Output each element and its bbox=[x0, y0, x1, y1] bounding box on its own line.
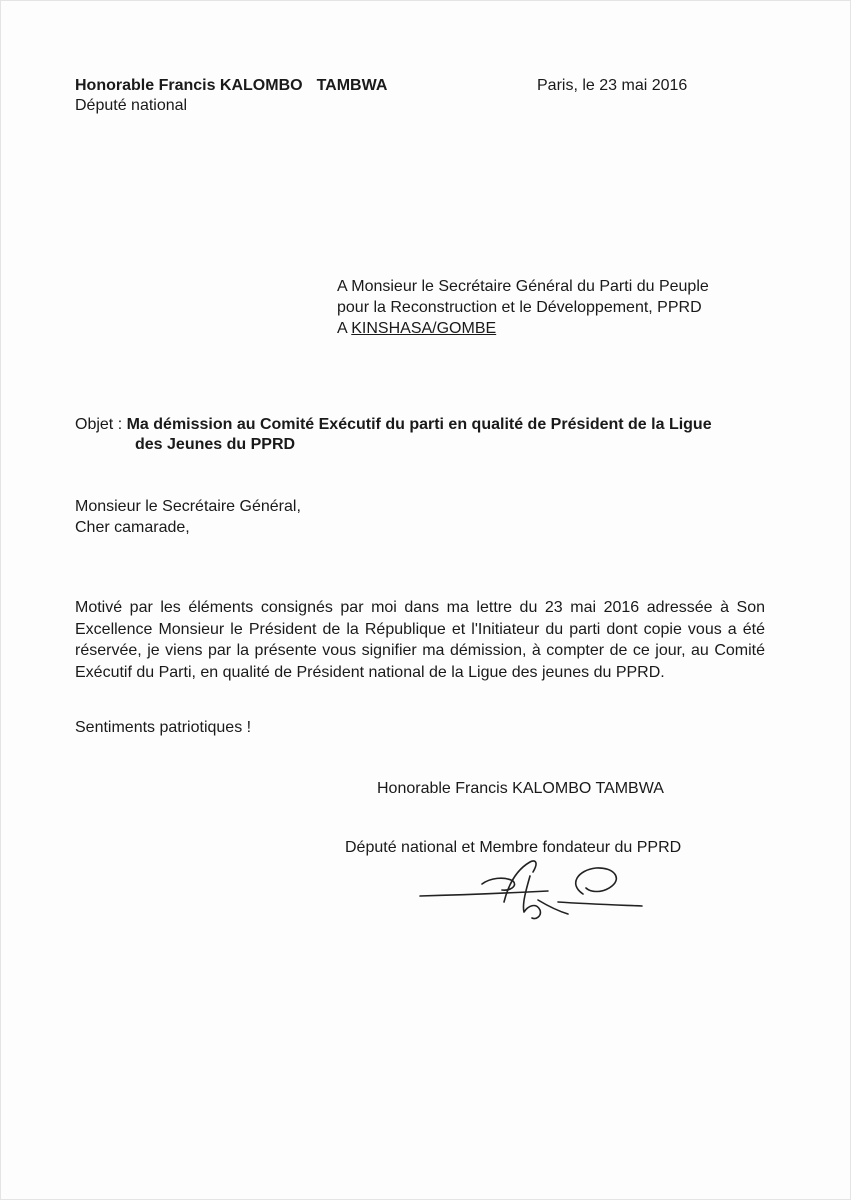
subject-label: Objet : bbox=[75, 416, 123, 433]
recipient-line-1: A Monsieur le Secrétaire Général du Parti du Peuple bbox=[337, 278, 709, 295]
salutation bbox=[75, 497, 301, 539]
sender-title: Député national bbox=[75, 97, 188, 114]
recipient-line-3 bbox=[337, 319, 709, 340]
sender-name-last: TAMBWA bbox=[316, 77, 388, 94]
subject-block bbox=[75, 415, 712, 455]
subject-text-2: des Jeunes du PPRD bbox=[135, 436, 296, 453]
salutation-line-2: Cher camarade, bbox=[75, 519, 190, 536]
subject-row-1 bbox=[75, 415, 712, 435]
salutation-line-1: Monsieur le Secrétaire Général, bbox=[75, 498, 301, 515]
recipient-city: KINSHASA/GOMBE bbox=[351, 320, 497, 337]
recipient-address bbox=[337, 277, 709, 340]
subject-text-1: Ma démission au Comité Exécutif du parti en qualité de Président de la Ligue bbox=[126, 416, 712, 433]
signatory-name: Honorable Francis KALOMBO TAMBWA bbox=[377, 780, 664, 797]
closing: Sentiments patriotiques ! bbox=[75, 719, 252, 736]
signatory-title: Député national et Membre fondateur du PPRD bbox=[345, 839, 682, 856]
recipient-prefix: A bbox=[337, 320, 347, 337]
handwritten-signature bbox=[418, 856, 644, 934]
body-paragraph: Motivé par les éléments consignés par moi dans ma lettre du 23 mai 2016 adressée à Son Excellence Monsieur le Président de la République et l'Initiateur du parti dont copie vous a été réservée, je viens par la présente vous signifier ma démission, à compter de ce jour, au Comité Exécutif du Parti, en qualité de Président national de la Ligue des jeunes du PPRD. bbox=[75, 599, 765, 681]
sender-name bbox=[75, 76, 387, 96]
recipient-line-2: pour la Reconstruction et le Développement, PPRD bbox=[337, 299, 702, 316]
date-line: Paris, le 23 mai 2016 bbox=[537, 77, 688, 94]
sender-name-first: Honorable Francis KALOMBO bbox=[75, 77, 303, 94]
